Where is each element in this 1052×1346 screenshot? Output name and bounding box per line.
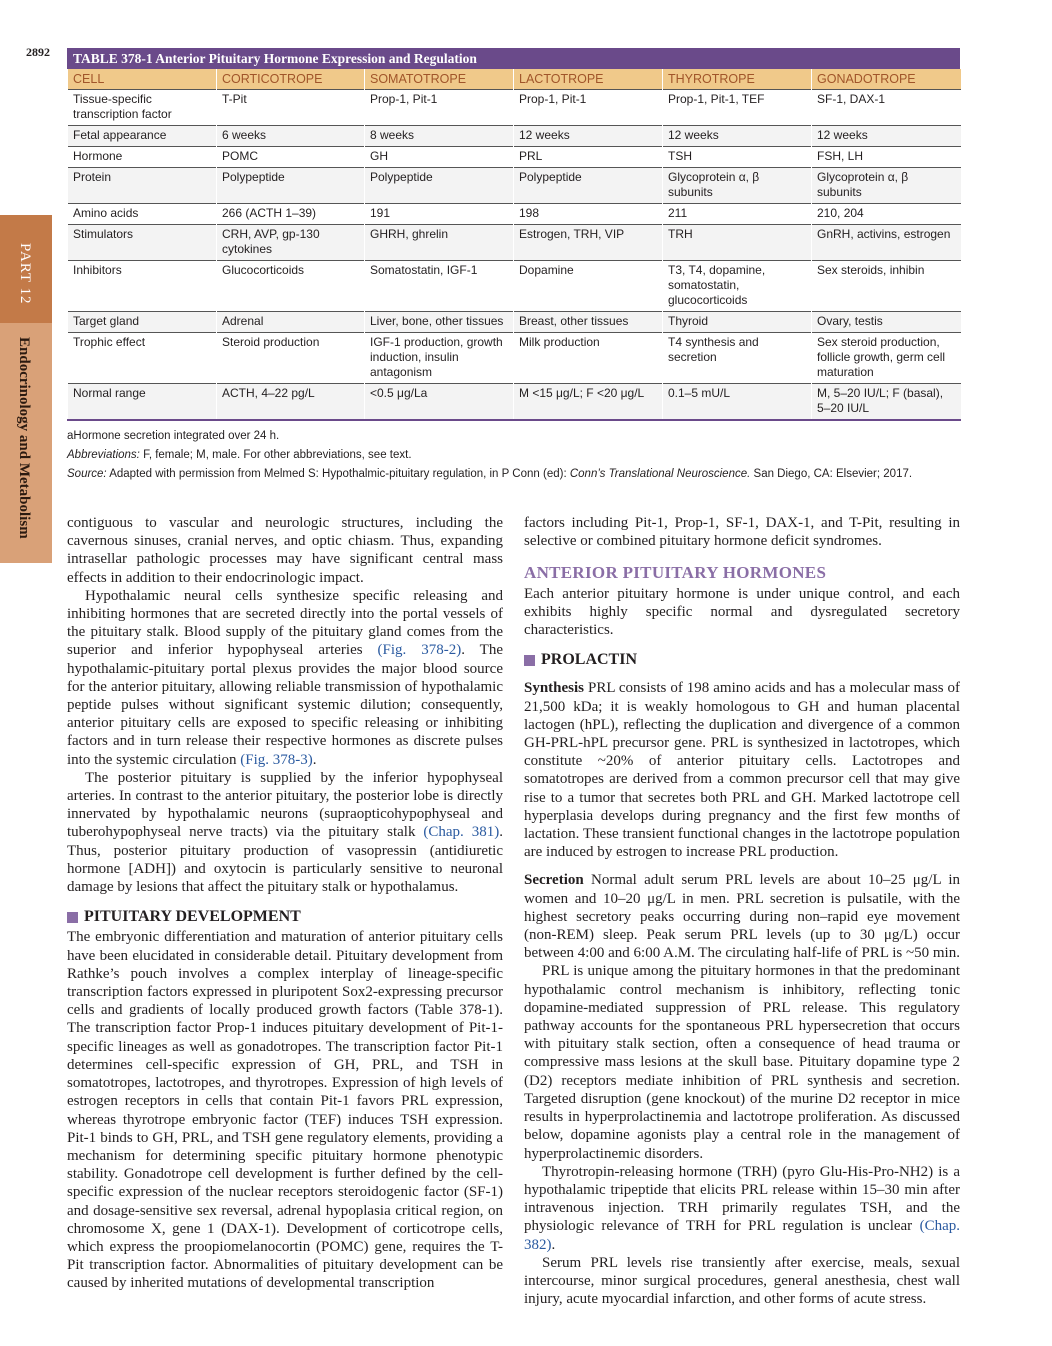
- row-label-cell: Stimulators: [68, 225, 217, 261]
- header-cell: CELL: [68, 69, 217, 90]
- table-cell: POMC: [217, 147, 365, 168]
- side-tab: [0, 215, 52, 563]
- paragraph: Serum PRL levels rise transiently after exercise, meals, sexual intercourse, minor surgical procedures, general anesthesia, chest wall injury, acute myocardial infarction, and other forms of acute stress.: [524, 1254, 960, 1308]
- table-cell: Liver, bone, other tissues: [365, 312, 514, 333]
- right-column: [524, 514, 960, 1308]
- table-cell: 6 weeks: [217, 126, 365, 147]
- table-cell: Glucocorticoids: [217, 261, 365, 312]
- section-label: Endocrinology and Metabolism: [16, 337, 32, 539]
- run-in-heading: Secretion: [524, 872, 584, 889]
- table-cell: Somatostatin, IGF-1: [365, 261, 514, 312]
- table-row: [68, 333, 961, 384]
- table-cell: TRH: [663, 225, 812, 261]
- figure-link[interactable]: (Fig. 378-3): [240, 751, 313, 768]
- header-cell: GONADOTROPE: [812, 69, 961, 90]
- table-cell: Polypeptide: [365, 168, 514, 204]
- table-cell: Prop-1, Pit-1, TEF: [663, 90, 812, 126]
- text-run: .: [312, 751, 317, 768]
- table-cell: TSH: [663, 147, 812, 168]
- table-source: [67, 465, 960, 484]
- section-heading: [67, 908, 503, 926]
- text-run: Normal adult serum PRL levels are about 10–25 μg/L in women and 10–20 μg/L in men. PRL secretion is pulsatile, with the highest secretory peaks occurring during non–rapid eye movement (non-REM) sleep. Peak serum PRL levels (up to 30 μg/L) occur between 4:00 and 6:00 A.M. The circulating half-life of PRL is ~50 min.: [524, 872, 960, 962]
- text-run: .: [551, 1236, 556, 1253]
- table-cell: Thyroid: [663, 312, 812, 333]
- paragraph: [524, 679, 960, 861]
- table-row: [68, 261, 961, 312]
- square-bullet-icon: [67, 912, 78, 923]
- row-label-cell: Fetal appearance: [68, 126, 217, 147]
- run-in-heading: Synthesis: [524, 680, 585, 697]
- table-cell: Dopamine: [514, 261, 663, 312]
- table-cell: T-Pit: [217, 90, 365, 126]
- table-cell: CRH, AVP, gp-130 cytokines: [217, 225, 365, 261]
- text-run: The posterior pituitary is supplied by the inferior hypophyseal arteries. In contrast to the anterior pituitary, the posterior lobe is directly innervated by hypothalamic neurons (supraopticohypophyseal and tuberohypophyseal nerve tracts) via the pituitary stalk: [67, 769, 503, 841]
- table-cell: Estrogen, TRH, VIP: [514, 225, 663, 261]
- table-cell: Prop-1, Pit-1: [365, 90, 514, 126]
- text-run: . The hypothalamic-pituitary portal plexus provides the major blood source for the anterior pituitary, allowing reliable transmission of hypothalamic peptide pulses without significant systemic dilution; consequently, anterior pituitary cells are exposed to specific releasing or inhibiting factors and in turn release their respective hormones as discrete pulses into the systemic circulation: [67, 642, 503, 768]
- left-column: [67, 514, 503, 1293]
- paragraph: [67, 587, 503, 769]
- table-notes: [67, 427, 960, 484]
- table-row: [68, 204, 961, 225]
- paragraph: The embryonic differentiation and maturation of anterior pituitary cells have been elucidated in considerable detail. Pituitary development from Rathke’s pouch involves a complex interplay of lineage-specific transcription factors expressed in pluripotent Sox2-expressing precursor cells and gradients of locally produced growth factors (Table 378-1). The transcription factor Prop-1 induces pituitary development of Pit-1-specific lineages as well as gonadotropes. The transcription factor Pit-1 determines cell-specific expression of GH, PRL, and TSH in somatotropes, lactotropes, and thyrotropes. Expression of high levels of estrogen receptors in cells that contain Pit-1 favors PRL expression, whereas thyrotrope embryonic factor (TEF) induces TSH expression. Pit-1 binds to GH, PRL, and TSH gene regulatory elements, providing a mechanism for determining specific pituitary hormone phenotypic stability. Gonadotrope cell development is further defined by the cell-specific expression of the nuclear receptors steroidogenic factor (SF-1) and dosage-sensitive sex reversal, adrenal hypoplasia critical region, on chromosome X, gene 1 (DAX-1). Development of corticotrope cells, which express the proopiomelanocortin (POMC) gene, requires the T-Pit transcription factor. Abnormalities of pituitary development can be caused by inherited mutations of developmental transcription: [67, 929, 503, 1292]
- table-cell: Breast, other tissues: [514, 312, 663, 333]
- paragraph: factors including Pit-1, Prop-1, SF-1, DAX-1, and T-Pit, resulting in selective or combined pituitary hormone deficit syndromes.: [524, 515, 960, 550]
- row-label-cell: Trophic effect: [68, 333, 217, 384]
- table-cell: Sex steroids, inhibin: [812, 261, 961, 312]
- paragraph: [524, 871, 960, 962]
- table-cell: T3, T4, dopamine, somatostatin, glucocorticoids: [663, 261, 812, 312]
- source-tail: San Diego, CA: Elsevier; 2017.: [750, 468, 913, 480]
- table-cell: Glycoprotein α, β subunits: [663, 168, 812, 204]
- row-label-cell: Amino acids: [68, 204, 217, 225]
- table-cell: Sex steroid production, follicle growth, germ cell maturation: [812, 333, 961, 384]
- table-cell: Milk production: [514, 333, 663, 384]
- table-row: [68, 90, 961, 126]
- page-number: 2892: [26, 45, 50, 59]
- table-cell: GHRH, ghrelin: [365, 225, 514, 261]
- table-cell: PRL: [514, 147, 663, 168]
- paragraph: [524, 1163, 960, 1254]
- text-run: Hypothalamic neural cells synthesize specific releasing and inhibiting hormones that are secreted directly into the portal vessels of the pituitary stalk. Blood supply of the pituitary gland comes from the superior and inferior hypophyseal arteries: [67, 587, 503, 659]
- table-cell: 12 weeks: [514, 126, 663, 147]
- source-text: Adapted with permission from Melmed S: Hypothalmic-pituitary regulation, in P Conn (ed):: [106, 468, 570, 480]
- table-cell: <0.5 μg/La: [365, 384, 514, 421]
- table-cell: IGF-1 production, growth induction, insulin antagonism: [365, 333, 514, 384]
- table-row: [68, 312, 961, 333]
- table-cell: Steroid production: [217, 333, 365, 384]
- table-row: [68, 168, 961, 204]
- table-cell: GnRH, activins, estrogen: [812, 225, 961, 261]
- paragraph: [67, 769, 503, 896]
- paragraph: PRL is unique among the pituitary hormones in that the predominant hypothalamic control mechanism is inhibitory, reflecting tonic dopamine-mediated suppression of PRL release. This regulatory pathway accounts for the spontaneous PRL hypersecretion that occurs with pituitary stalk section, often a consequence of head trauma or compressive mass lesions at the skull base. Pituitary dopamine type 2 (D2) receptors mediate inhibition of PRL synthesis and secretion. Targeted disruption (gene knockout) of the murine D2 receptor in mice results in hyperprolactinemia and lactotrope proliferation. As discussed below, dopamine agonists play a central role in the management of hyperprolactinemic disorders.: [524, 963, 960, 1162]
- table-cell: Adrenal: [217, 312, 365, 333]
- paragraph: contiguous to vascular and neurologic structures, including the cavernous sinuses, cranial nerves, and optic chiasm. Thus, expanding intrasellar pathologic processes may have significant central mass effects in addition to their endocrinologic impact.: [67, 515, 503, 586]
- table-row: [68, 225, 961, 261]
- row-label-cell: Hormone: [68, 147, 217, 168]
- row-label-cell: Protein: [68, 168, 217, 204]
- text-run: Thyrotropin-releasing hormone (TRH) (pyro Glu-His-Pro-NH2) is a hypothalamic tripeptide that elicits PRL release within 15–30 min after intravenous injection. TRH primarily regulates TSH, and the physiologic relevance of TRH for PRL regulation is unclear: [524, 1163, 960, 1235]
- header-cell: CORTICOTROPE: [217, 69, 365, 90]
- hormone-table: [67, 69, 961, 421]
- table-abbreviations: [67, 446, 960, 465]
- table-cell: GH: [365, 147, 514, 168]
- text-run: PRL consists of 198 amino acids and has a molecular mass of 21,500 kDa; it is weakly homologous to GH and human placental lactogen (hPL), reflecting the duplication and divergence of a common GH-PRL-hPL precursor gene. PRL is synthesized in lactotropes, which constitute ~20% of anterior pituitary cells. Lactotropes and somatotropes are derived from a common precursor cell that may give rise to a tumor that secretes both PRL and GH. Marked lactotrope cell hyperplasia develops during pregnancy and the first few months of lactation. These transient functional changes in the lactotrope population are induced by estrogen to increase PRL production.: [524, 680, 960, 861]
- table-cell: 8 weeks: [365, 126, 514, 147]
- table-cell: 12 weeks: [663, 126, 812, 147]
- source-label: Source:: [67, 468, 107, 480]
- abbrev-text: F, female; M, male. For other abbreviations, see text.: [139, 449, 412, 461]
- table-cell: M <15 μg/L; F <20 μg/L: [514, 384, 663, 421]
- table-cell: ACTH, 4–22 pg/L: [217, 384, 365, 421]
- chapter-link[interactable]: (Chap. 381): [423, 824, 500, 841]
- table-row: [68, 147, 961, 168]
- table-cell: 198: [514, 204, 663, 225]
- table-row: [68, 126, 961, 147]
- row-label-cell: Inhibitors: [68, 261, 217, 312]
- source-book: Conn’s Translational Neuroscience.: [569, 468, 751, 480]
- square-bullet-icon: [524, 655, 535, 666]
- table-cell: SF-1, DAX-1: [812, 90, 961, 126]
- part-label: PART 12: [17, 243, 33, 305]
- chapter-link[interactable]: (Chap. 382): [524, 1218, 960, 1253]
- heading-text: PITUITARY DEVELOPMENT: [84, 908, 301, 926]
- paragraph: Each anterior pituitary hormone is under unique control, and each exhibits highly specific normal and dysregulated secretory characteristics.: [524, 585, 960, 639]
- heading-text: PROLACTIN: [541, 651, 638, 669]
- table-cell: Polypeptide: [514, 168, 663, 204]
- table-cell: 266 (ACTH 1–39): [217, 204, 365, 225]
- table-cell: Glycoprotein α, β subunits: [812, 168, 961, 204]
- header-cell: THYROTROPE: [663, 69, 812, 90]
- table-cell: FSH, LH: [812, 147, 961, 168]
- table-row: [68, 384, 961, 421]
- table-cell: Ovary, testis: [812, 312, 961, 333]
- row-label-cell: Tissue-specific transcription factor: [68, 90, 217, 126]
- major-heading: ANTERIOR PITUITARY HORMONES: [524, 563, 827, 583]
- table-cell: M, 5–20 IU/L; F (basal), 5–20 IU/L: [812, 384, 961, 421]
- table-cell: 211: [663, 204, 812, 225]
- table-cell: 191: [365, 204, 514, 225]
- table-cell: Polypeptide: [217, 168, 365, 204]
- abbrev-label: Abbreviations:: [67, 449, 140, 461]
- table-cell: Prop-1, Pit-1: [514, 90, 663, 126]
- row-label-cell: Normal range: [68, 384, 217, 421]
- text-run: . Thus, posterior pituitary production of vasopressin (antidiuretic hormone [ADH]) and oxytocin is particularly sensitive to neuronal damage by lesions that affect the pituitary stalk or hypothalamus.: [67, 824, 503, 896]
- header-cell: LACTOTROPE: [514, 69, 663, 90]
- table-cell: 210, 204: [812, 204, 961, 225]
- table-378-1: [67, 48, 960, 484]
- figure-link[interactable]: (Fig. 378-2): [377, 642, 462, 659]
- table-cell: 0.1–5 mU/L: [663, 384, 812, 421]
- table-header-row: [68, 69, 961, 90]
- header-cell: SOMATOTROPE: [365, 69, 514, 90]
- row-label-cell: Target gland: [68, 312, 217, 333]
- table-body: [68, 90, 961, 421]
- table-cell: T4 synthesis and secretion: [663, 333, 812, 384]
- table-cell: 12 weeks: [812, 126, 961, 147]
- table-footnote: aHormone secretion integrated over 24 h.: [67, 430, 280, 442]
- table-title: TABLE 378-1 Anterior Pituitary Hormone Expression and Regulation: [67, 48, 960, 69]
- section-heading: [524, 651, 960, 669]
